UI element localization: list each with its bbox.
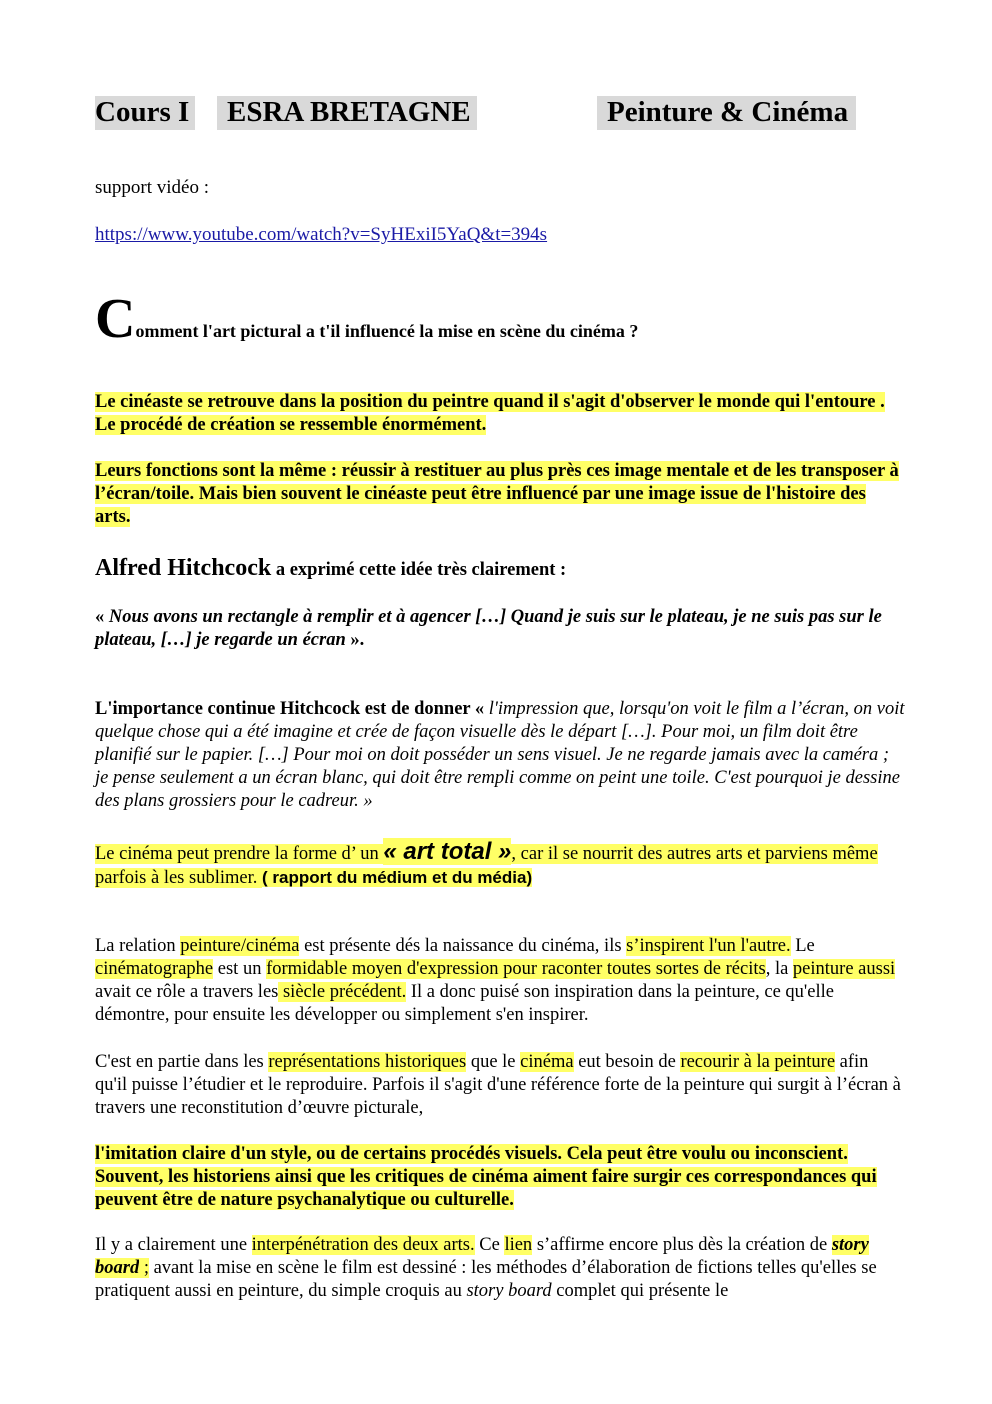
paragraph-importance [95,698,905,813]
hitchcock-intro: a exprimé cette idée très clairement : [271,560,567,580]
relation-h2: s’inspirent l'un l'autre. [626,936,791,956]
art-total-a: Le cinéma peut prendre la forme d’ un [95,844,384,864]
hitchcock-name: Alfred Hitchcock [95,555,272,581]
interpen-h2: lien [504,1235,533,1255]
relation-t1: La relation [95,936,181,956]
art-total-d: ( rapport du médium et du média) [261,868,533,887]
relation-t7: Il a donc puisé son inspiration dans la peinture, ce qu'elle démontre, pour ensuite les développer ou simplement s'en inspirer. [95,982,834,1025]
partie-h1: représentations historiques [268,1052,467,1072]
quote-text: Nous avons un rectangle à remplir et à agencer […] Quand je suis sur le plateau, je ne suis pas sur le plateau, […] je regarde un écran [95,607,882,650]
relation-t4: est un [213,959,267,979]
imitation-text: l'imitation claire d'un style, ou de certains procédés visuels. Cela peut être voulu ou inconscient. Souvent, les historiens ainsi que les critiques de cinéma aiment faire surgir ces correspondances qui peuvent être de nature psychanalytique ou culturelle. [95,1144,877,1210]
paragraph-art-total [95,840,905,890]
paragraph-imitation [95,1143,905,1212]
interpen-t2: Ce [474,1235,505,1255]
art-total-c: , car il se nourrit des autres arts et parviens même parfois à les sublimer. [95,844,878,888]
interpen-t4: avant la mise en scène le film est dessiné : les méthodes d’élaboration de fictions telles qu'elles se pratiquent aussi en peinture, du simple croquis au [95,1258,877,1301]
header-subject [597,96,856,130]
relation-t5: , la [765,959,793,979]
partie-t3: eut besoin de [573,1052,681,1072]
header-course-text: Cours I [95,96,190,128]
partie-t2: que le [466,1052,521,1072]
question-dropcap: C [95,288,136,350]
relation-h4: formidable moyen d'expression pour raconter toutes sortes de récits [266,959,766,979]
importance-quote: l'impression que, lorsqu'on voit le film a l’écran, on voit quelque chose qui a été imagine et crée de façon visuelle dès le départ […]. Pour moi, un film doit être planifié sur le papier. […] Pour moi on doit posséder un sens visuel. Je ne regarde jamais avec la caméra ; je pense seulement a un écran blanc, qui doit être rempli comme on peint une toile. C'est pourquoi je dessine des plans grossiers pour le cadreur. » [95,699,905,811]
hitchcock-quote [95,606,905,652]
question-text: omment l'art pictural a t'il influencé la mise en scène du cinéma ? [135,321,639,341]
relation-h3: cinématographe [95,959,214,979]
partie-t1: C'est en partie dans les [95,1052,269,1072]
relation-h5: peinture aussi [792,959,896,979]
art-total-term: « art total » [383,838,512,865]
support-label: support vidéo : [95,177,209,198]
interpen-t1: Il y a clairement une [95,1235,252,1255]
relation-t6: avait ce rôle a travers les [95,982,279,1002]
support-video-link[interactable]: https://www.youtube.com/watch?v=SyHExiI5YaQ&t=394s [95,224,548,245]
header-subject-text: Peinture & Cinéma [607,96,849,128]
importance-lead: L'importance continue Hitchcock est de donner « [95,699,489,719]
paragraph-fonctions-text: Leurs fonctions sont la même : réussir à restituer au plus près ces image mentale et de les transposer à l’écran/toile. Mais bien souvent le cinéaste peut être influencé par une image issue de l'histoire des arts. [95,461,899,527]
paragraph-position-peintre-text: Le cinéaste se retrouve dans la position du peintre quand il s'agit d'observer le monde qui l'entoure . Le procédé de création se ressemble énormément. [95,392,885,435]
paragraph-interpenetration [95,1234,905,1303]
quote-close: ». [345,630,365,650]
support-link-line [95,223,905,246]
interpen-h1: interpénétration des deux arts. [251,1235,475,1255]
partie-h3: recourir à la peinture [680,1052,836,1072]
interpen-i1: story board [466,1281,552,1301]
interpen-t3: s’affirme encore plus dès la création de [532,1235,832,1255]
quote-open: « [95,607,109,627]
relation-t3: Le [790,936,815,956]
header-school-text: ESRA BRETAGNE [227,96,471,128]
relation-h1: peinture/cinéma [180,936,300,956]
hitchcock-heading [95,553,905,585]
partie-h2: cinéma [520,1052,574,1072]
paragraph-fonctions [95,460,905,529]
paragraph-relation [95,935,905,1027]
relation-t2: est présente dés la naissance du cinéma, ils [299,936,627,956]
paragraph-position-peintre [95,391,905,437]
interpen-h3: story board [95,1235,869,1278]
interpen-t5: complet qui présente le [551,1281,729,1301]
question-heading [95,288,905,356]
interpen-h3b: ; [139,1258,149,1278]
header-course [95,96,195,130]
header-school [217,96,477,130]
relation-h6: siècle précédent. [278,982,407,1002]
paragraph-partie [95,1051,905,1120]
partie-t4: afin qu'il puisse l’étudier et le reproduire. Parfois il s'agit d'une référence forte de la peinture qui surgit à l’écran à travers une reconstitution d’œuvre picturale, [95,1052,901,1118]
